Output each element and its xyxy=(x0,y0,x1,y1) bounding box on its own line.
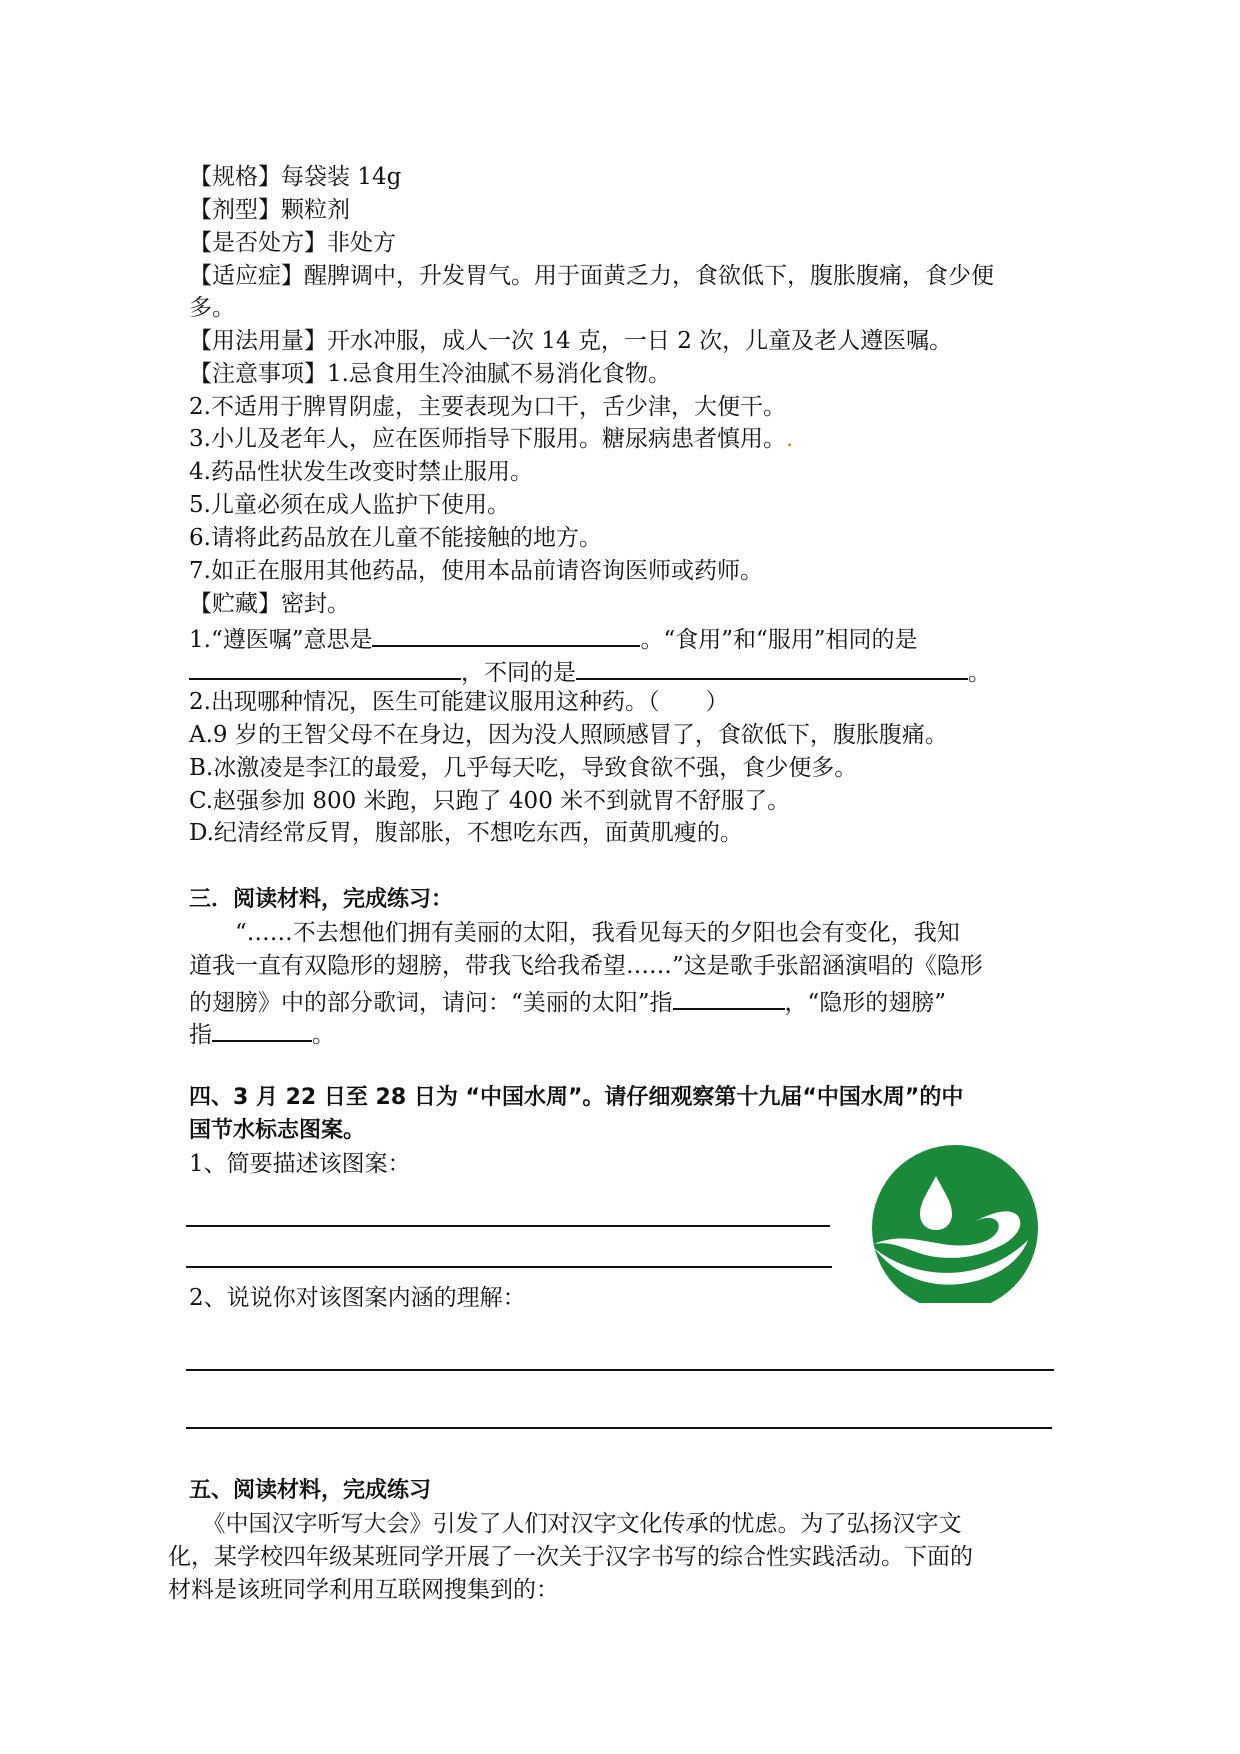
spec-shiying-line2: 多。 xyxy=(189,295,235,321)
section-5-line3: 材料是该班同学利用互联网搜集到的： xyxy=(168,1577,559,1603)
answer-line-meaning-2[interactable] xyxy=(186,1427,1052,1429)
question-1-text-b: 。“食用”和“服用”相同的是 xyxy=(640,627,918,653)
spec-zhuyi-2: 2.不适用于脾胃阴虚，主要表现为口干，舌少津，大便干。 xyxy=(189,394,786,420)
section-3-line2: 道我一直有双隐形的翅膀，带我飞给我希望……”这是歌手张韶涵演唱的《隐形 xyxy=(189,953,983,979)
spec-zhuyi-5: 5.儿童必须在成人监护下使用。 xyxy=(189,492,510,518)
section-5-line1: 《中国汉字听写大会》引发了人们对汉字文化传承的忧虑。为了弘扬汉字文 xyxy=(168,1511,962,1537)
question-2-option-a[interactable]: A.9 岁的王智父母不在身边，因为没人照顾感冒了，食欲低下，腹胀腹痛。 xyxy=(189,722,948,748)
section-4-question-2: 2、说说你对该图案内涵的理解： xyxy=(189,1285,526,1311)
spec-zhuyi-3 xyxy=(189,424,793,454)
answer-line-describe-2[interactable] xyxy=(186,1266,832,1268)
section-3-text-d: 。 xyxy=(312,1022,335,1048)
question-1-line2 xyxy=(189,654,991,688)
spec-zhuyi-6: 6.请将此药品放在儿童不能接触的地方。 xyxy=(189,525,602,551)
answer-blank-same[interactable] xyxy=(189,654,461,680)
answer-blank-zunyizhu[interactable] xyxy=(372,621,640,647)
spec-yongfa: 【用法用量】开水冲服，成人一次 14 克，一日 2 次，儿童及老人遵医嘱。 xyxy=(189,328,953,354)
answer-line-describe-1[interactable] xyxy=(186,1225,830,1227)
section-3-line3 xyxy=(189,984,946,1018)
spec-chufang: 【是否处方】非处方 xyxy=(189,230,396,256)
question-2-option-d[interactable]: D.纪清经常反胃，腹部胀，不想吃东西，面黄肌瘦的。 xyxy=(189,820,743,846)
answer-line-meaning-1[interactable] xyxy=(186,1369,1054,1371)
answer-blank-different[interactable] xyxy=(576,654,968,680)
spec-zhuyi-1: 【注意事项】1.忌食用生冷油腻不易消化食物。 xyxy=(189,361,671,387)
answer-blank-wings[interactable] xyxy=(212,1016,312,1042)
water-drop-hand-logo-icon xyxy=(870,1144,1040,1309)
section-3-text-b: ，“隐形的翅膀” xyxy=(784,990,947,1016)
section-3-line4 xyxy=(189,1016,335,1050)
question-1-text-d: 。 xyxy=(968,660,991,686)
question-2-option-c[interactable]: C.赵强参加 800 米跑，只跑了 400 米不到就胃不舒服了。 xyxy=(189,788,791,814)
question-1-text-c: ，不同的是 xyxy=(461,660,576,686)
section-3-line1: “……不去想他们拥有美丽的太阳，我看见每天的夕阳也会有变化，我知 xyxy=(189,920,960,946)
section-3-text-a: 的翅膀》中的部分歌词，请问：“美丽的太阳”指 xyxy=(189,990,673,1016)
section-4-title-line1: 四、3 月 22 日至 28 日为 “中国水周”。请仔细观察第十九届“中国水周”的中 xyxy=(189,1085,964,1110)
section-5-title: 五、阅读材料，完成练习 xyxy=(189,1478,432,1503)
answer-blank-sun[interactable] xyxy=(673,984,785,1010)
section-3-text-c: 指 xyxy=(189,1022,212,1048)
question-1-text-a: 1.“遵医嘱”意思是 xyxy=(189,627,373,653)
spec-shiying-line1: 【适应症】醒脾调中，升发胃气。用于面黄乏力，食欲低下，腹胀腹痛，食少便 xyxy=(189,263,994,289)
spec-zhuyi-4: 4.药品性状发生改变时禁止服用。 xyxy=(189,459,533,485)
section-5-line2: 化，某学校四年级某班同学开展了一次关于汉字书写的综合性实践活动。下面的 xyxy=(168,1544,973,1570)
spec-zhuyi-7: 7.如正在服用其他药品，使用本品前请咨询医师或药师。 xyxy=(189,558,763,584)
spec-guige: 【规格】每袋装 14g xyxy=(189,164,402,190)
spec-jixing: 【剂型】颗粒剂 xyxy=(189,197,350,223)
question-2-stem: 2.出现哪种情况，医生可能建议服用这种药。（ ） xyxy=(189,689,729,715)
section-3-title: 三．阅读材料，完成练习： xyxy=(189,887,454,912)
section-4-title-line2: 国节水标志图案。 xyxy=(189,1118,366,1143)
spec-zhuyi-3-mark: . xyxy=(785,426,794,452)
spec-zhucang: 【贮藏】密封。 xyxy=(189,591,350,617)
question-1-line1 xyxy=(189,621,918,655)
section-4-question-1: 1、简要描述该图案： xyxy=(189,1151,411,1177)
question-2-option-b[interactable]: B.冰激凌是李江的最爱，几乎每天吃，导致食欲不强，食少便多。 xyxy=(189,755,858,781)
spec-zhuyi-3-text: 3.小儿及老年人，应在医师指导下服用。糖尿病患者慎用。 xyxy=(189,426,786,452)
